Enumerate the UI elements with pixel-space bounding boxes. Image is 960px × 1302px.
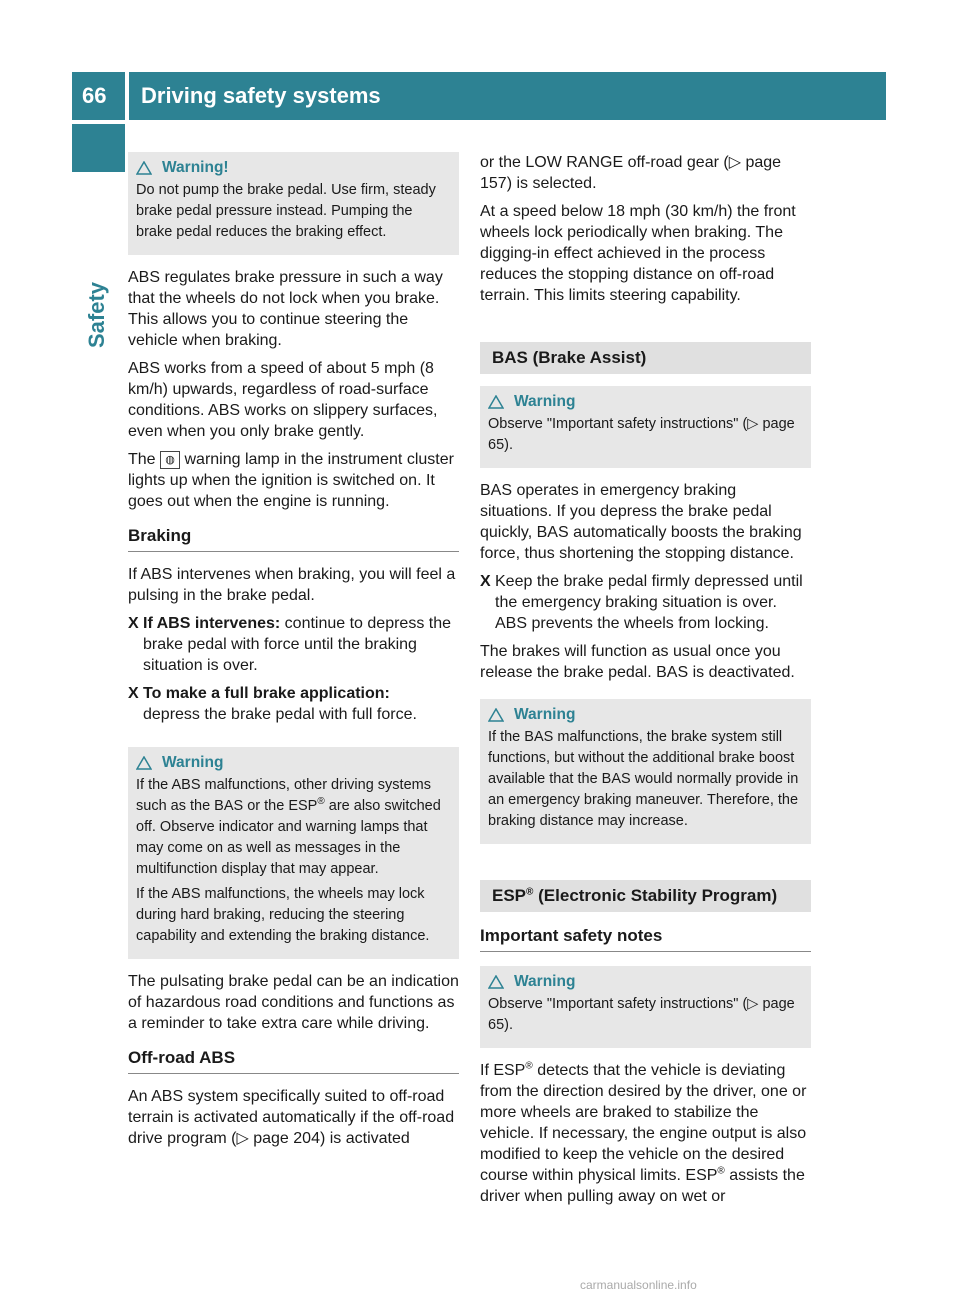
text: assists the driver when pulling away on wet or [480, 1167, 805, 1205]
instruction-text [143, 613, 459, 676]
text: ESP [492, 886, 527, 905]
watermark: carmanualsonline.info [580, 1278, 697, 1292]
section-heading-offroad-abs: Off-road ABS [128, 1048, 459, 1074]
warning-box [128, 152, 459, 255]
section-heading-braking: Braking [128, 526, 459, 552]
text: continue to depress the brake pedal with force until the braking situation is over. [143, 615, 452, 674]
section-tab-marker [72, 124, 125, 172]
paragraph: If ABS intervenes when braking, you will feel a pulsing in the brake pedal. [128, 566, 456, 604]
instruction-item [480, 571, 811, 634]
text: detects that the vehicle is deviating from the direction desired by the driver, one or more wheels are braked to stabilize the vehicle. If necessary, the engine output is also modified to keep the vehicle on the desired course within physical limits. ESP [480, 1062, 807, 1184]
paragraph: ABS regulates brake pressure in such a way that the wheels do not lock when you brake. This allows you to continue steering the vehicle when braking. [128, 269, 443, 349]
warning-triangle-icon [488, 708, 504, 722]
paragraph: BAS operates in emergency braking situations. If you depress the brake pedal quickly, BAS automatically boosts the braking force, thus shortening the stopping distance. [480, 482, 802, 562]
instruction-item [128, 683, 459, 725]
registered-mark: ® [526, 886, 534, 898]
instruction-text: Keep the brake pedal firmly depressed until the emergency braking situation is over. ABS prevents the wheels from locking. [495, 573, 803, 632]
instruction-marker-icon: X [480, 573, 491, 590]
text: If ESP [480, 1062, 526, 1079]
warning-text: Observe "Important safety instructions" (▷ page 65). [488, 996, 795, 1033]
section-band-esp [480, 880, 811, 912]
text: warning lamp in the instrument cluster lights up when the ignition is switched on. It goes out when the engine is running. [128, 451, 454, 510]
text: The [128, 451, 156, 468]
warning-triangle-icon [136, 756, 152, 770]
registered-mark: ® [525, 1060, 533, 1072]
warning-box [480, 966, 811, 1048]
paragraph: ABS works from a speed of about 5 mph (8 km/h) upwards, regardless of road-surface conditions. ABS works on slippery surfaces, even when you only brake gently. [128, 360, 438, 440]
warning-text: Observe "Important safety instructions" (▷ page 65). [488, 416, 795, 453]
warning-title: Warning [514, 393, 576, 410]
warning-triangle-icon [136, 161, 152, 175]
paragraph [128, 449, 459, 512]
left-column [128, 152, 459, 1156]
section-label: Safety [84, 281, 109, 348]
section-heading-important-safety-notes: Important safety notes [480, 926, 811, 952]
page-number: 66 [72, 72, 125, 120]
paragraph: The brakes will function as usual once you release the brake pedal. BAS is deactivated. [480, 643, 795, 681]
warning-text [136, 775, 451, 880]
paragraph: or the LOW RANGE off-road gear (▷ page 157) is selected. [480, 154, 782, 192]
warning-box [480, 386, 811, 468]
warning-title: Warning [514, 706, 576, 723]
abs-warning-lamp-icon: ◍ [160, 451, 180, 469]
warning-text: Do not pump the brake pedal. Use firm, steady brake pedal pressure instead. Pumping the brake pedal reduces the braking effect. [136, 182, 436, 240]
warning-triangle-icon [488, 395, 504, 409]
instruction-label: If ABS intervenes: [143, 615, 281, 632]
paragraph: The pulsating brake pedal can be an indication of hazardous road conditions and functions as a reminder to take extra care while driving. [128, 973, 459, 1032]
warning-box [480, 699, 811, 844]
registered-mark: ® [317, 796, 325, 808]
chapter-title: Driving safety systems [129, 72, 886, 120]
paragraph [480, 1060, 811, 1207]
instruction-marker-icon: X [128, 615, 139, 632]
warning-box [128, 747, 459, 959]
text: (Electronic Stability Program) [538, 886, 778, 905]
text: are also switched off. Observe indicator and warning lamps that may come on as well as messages in the multifunction display that may appear. [136, 798, 441, 877]
instruction-item [128, 613, 459, 676]
registered-mark: ® [717, 1165, 725, 1177]
warning-title: Warning [514, 973, 576, 990]
warning-title: Warning! [162, 159, 229, 176]
warning-heading [136, 753, 451, 773]
warning-heading [488, 972, 803, 992]
warning-heading [136, 158, 451, 178]
warning-heading [488, 392, 803, 412]
right-column [480, 152, 811, 1214]
text: depress the brake pedal with full force. [143, 706, 417, 723]
warning-triangle-icon [488, 975, 504, 989]
paragraph: At a speed below 18 mph (30 km/h) the front wheels lock periodically when braking. The digging-in effect achieved in the process reduces the stopping distance on off-road terrain. This limits steering capability. [480, 203, 796, 304]
instruction-text [143, 683, 459, 725]
warning-heading [488, 705, 803, 725]
warning-text: If the BAS malfunctions, the brake system still functions, but without the additional brake boost available that the BAS would normally provide in an emergency braking maneuver. Therefore, the braking distance may increase. [488, 729, 799, 829]
text: If the ABS malfunctions, other driving systems such as the BAS or the ESP [136, 777, 431, 814]
instruction-label: To make a full brake application: [143, 685, 390, 702]
instruction-marker-icon: X [128, 685, 139, 702]
section-band-bas: BAS (Brake Assist) [480, 342, 811, 374]
warning-title: Warning [162, 754, 224, 771]
warning-text: If the ABS malfunctions, the wheels may lock during hard braking, reducing the steering capability and extending the braking distance. [136, 886, 430, 944]
paragraph: An ABS system specifically suited to off-road terrain is activated automatically if the off-road drive program (▷ page 204) is activated [128, 1088, 455, 1147]
